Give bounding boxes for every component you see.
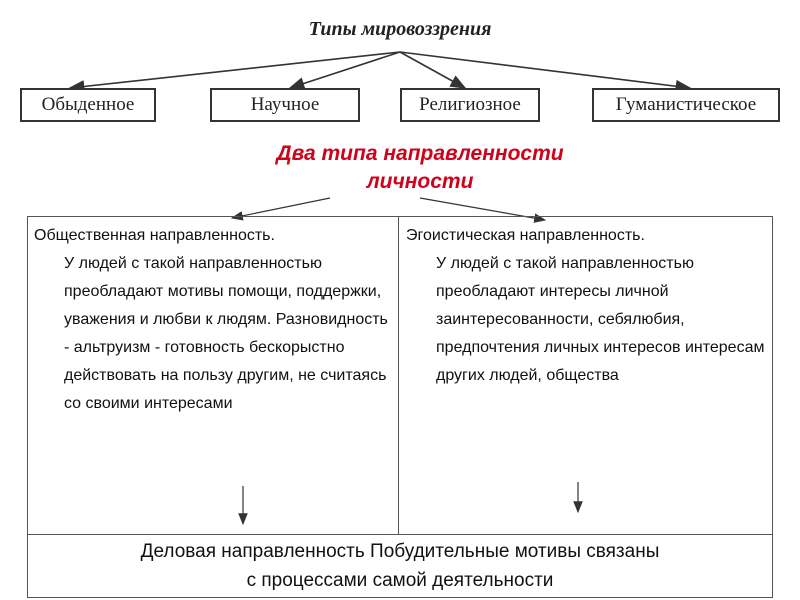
subtitle — [200, 140, 640, 196]
business-direction-box — [27, 534, 773, 598]
type-box-gumanisticheskoe — [592, 88, 780, 122]
left-cell-heading: Общественная направленность. — [34, 227, 275, 244]
type-label: Научное — [250, 94, 320, 115]
type-box-nauchnoe — [210, 88, 360, 122]
type-label: Обыденное — [41, 94, 135, 115]
subtitle-line-2: личности — [366, 170, 474, 193]
table-divider — [398, 216, 399, 536]
type-box-obydennoe — [20, 88, 156, 122]
arrow-to-obydennoe — [70, 52, 400, 88]
left-cell — [34, 222, 394, 418]
arrow-to-gumanisticheskoe — [400, 52, 690, 88]
type-label: Религиозное — [419, 94, 521, 115]
right-cell — [406, 222, 768, 390]
arrow-to-left-cell — [232, 198, 330, 218]
type-box-religioznoe — [400, 88, 540, 122]
bottom-line-2: с процессами самой деятельности — [246, 570, 554, 591]
diagram-title: Типы мировоззрения — [308, 18, 492, 40]
arrow-to-religioznoe — [400, 52, 465, 88]
left-cell-body: У людей с такой направленностью преобладают мотивы помощи, поддержки, уважения и любви к людям. Разновидность - альтруизм - готовность бескорыстно действовать на пользу другим, не считаясь со своими интересами — [64, 255, 388, 412]
right-cell-body: У людей с такой направленностью преобладают интересы личной заинтересованности, себялюбия, предпочтения личных интересов интересам других людей, общества — [436, 255, 765, 384]
right-cell-heading: Эгоистическая направленность. — [406, 227, 645, 244]
subtitle-line-1: Два типа направленности — [276, 142, 564, 165]
type-label: Гуманистическое — [615, 94, 757, 115]
bottom-line-1: Деловая направленность Побудительные мотивы связаны — [140, 541, 660, 562]
